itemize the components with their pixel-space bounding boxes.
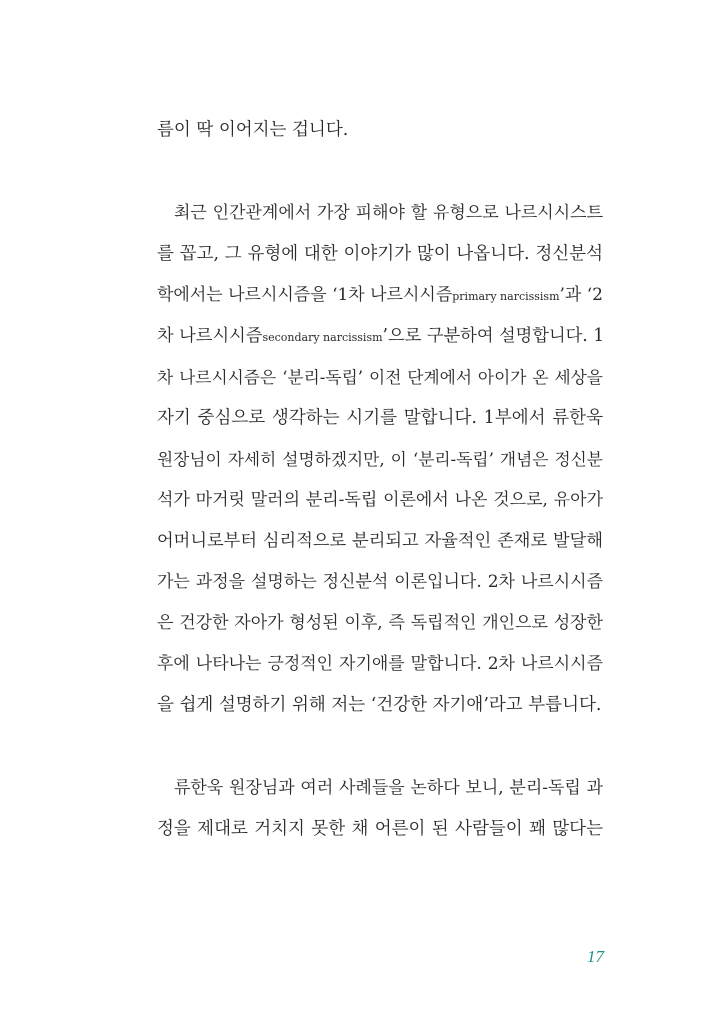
text-line: 자기 중심으로 생각하는 시기를 말합니다. 1부에서 류한욱: [157, 408, 603, 428]
text-line: 가는 과정을 설명하는 정신분석 이론입니다. 2차 나르시시즘: [157, 572, 603, 592]
text-line: 학에서는 나르시시즘을 ‘1차 나르시시즘primary narcissism’과 ‘2: [157, 285, 603, 305]
text-line: 석가 마거릿 말러의 분리-독립 이론에서 나온 것으로, 유아가: [157, 490, 603, 510]
text-line: 류한욱 원장님과 여러 사례들을 논하다 보니, 분리-독립 과: [174, 778, 603, 798]
text-line: 차 나르시시즘secondary narcissism’으로 구분하여 설명합니다. 1: [157, 326, 605, 346]
text-line: 를 꼽고, 그 유형에 대한 이야기가 많이 나옵니다. 정신분석: [157, 244, 603, 264]
english-gloss: primary narcissism: [452, 290, 560, 303]
text-line: 름이 딱 이어지는 겁니다.: [157, 120, 349, 140]
text-line: 을 쉽게 설명하기 위해 저는 ‘건강한 자기애’라고 부릅니다.: [157, 695, 602, 715]
text-line: 차 나르시시즘은 ‘분리-독립’ 이전 단계에서 아이가 온 세상을: [157, 367, 603, 387]
text-line: 은 건강한 자아가 형성된 이후, 즉 독립적인 개인으로 성장한: [157, 613, 603, 633]
text-line: 원장님이 자세히 설명하겠지만, 이 ‘분리-독립’ 개념은 정신분: [157, 449, 603, 469]
page-number: 17: [587, 947, 604, 966]
text-line: 정을 제대로 거치지 못한 채 어른이 된 사람들이 꽤 많다는: [157, 819, 603, 839]
text-line: 후에 나타나는 긍정적인 자기애를 말합니다. 2차 나르시시즘: [157, 654, 603, 674]
text-line: 최근 인간관계에서 가장 피해야 할 유형으로 나르시시스트: [174, 203, 603, 223]
english-gloss: secondary narcissism: [262, 331, 383, 344]
text-line: 어머니로부터 심리적으로 분리되고 자율적인 존재로 발달해: [157, 531, 603, 551]
